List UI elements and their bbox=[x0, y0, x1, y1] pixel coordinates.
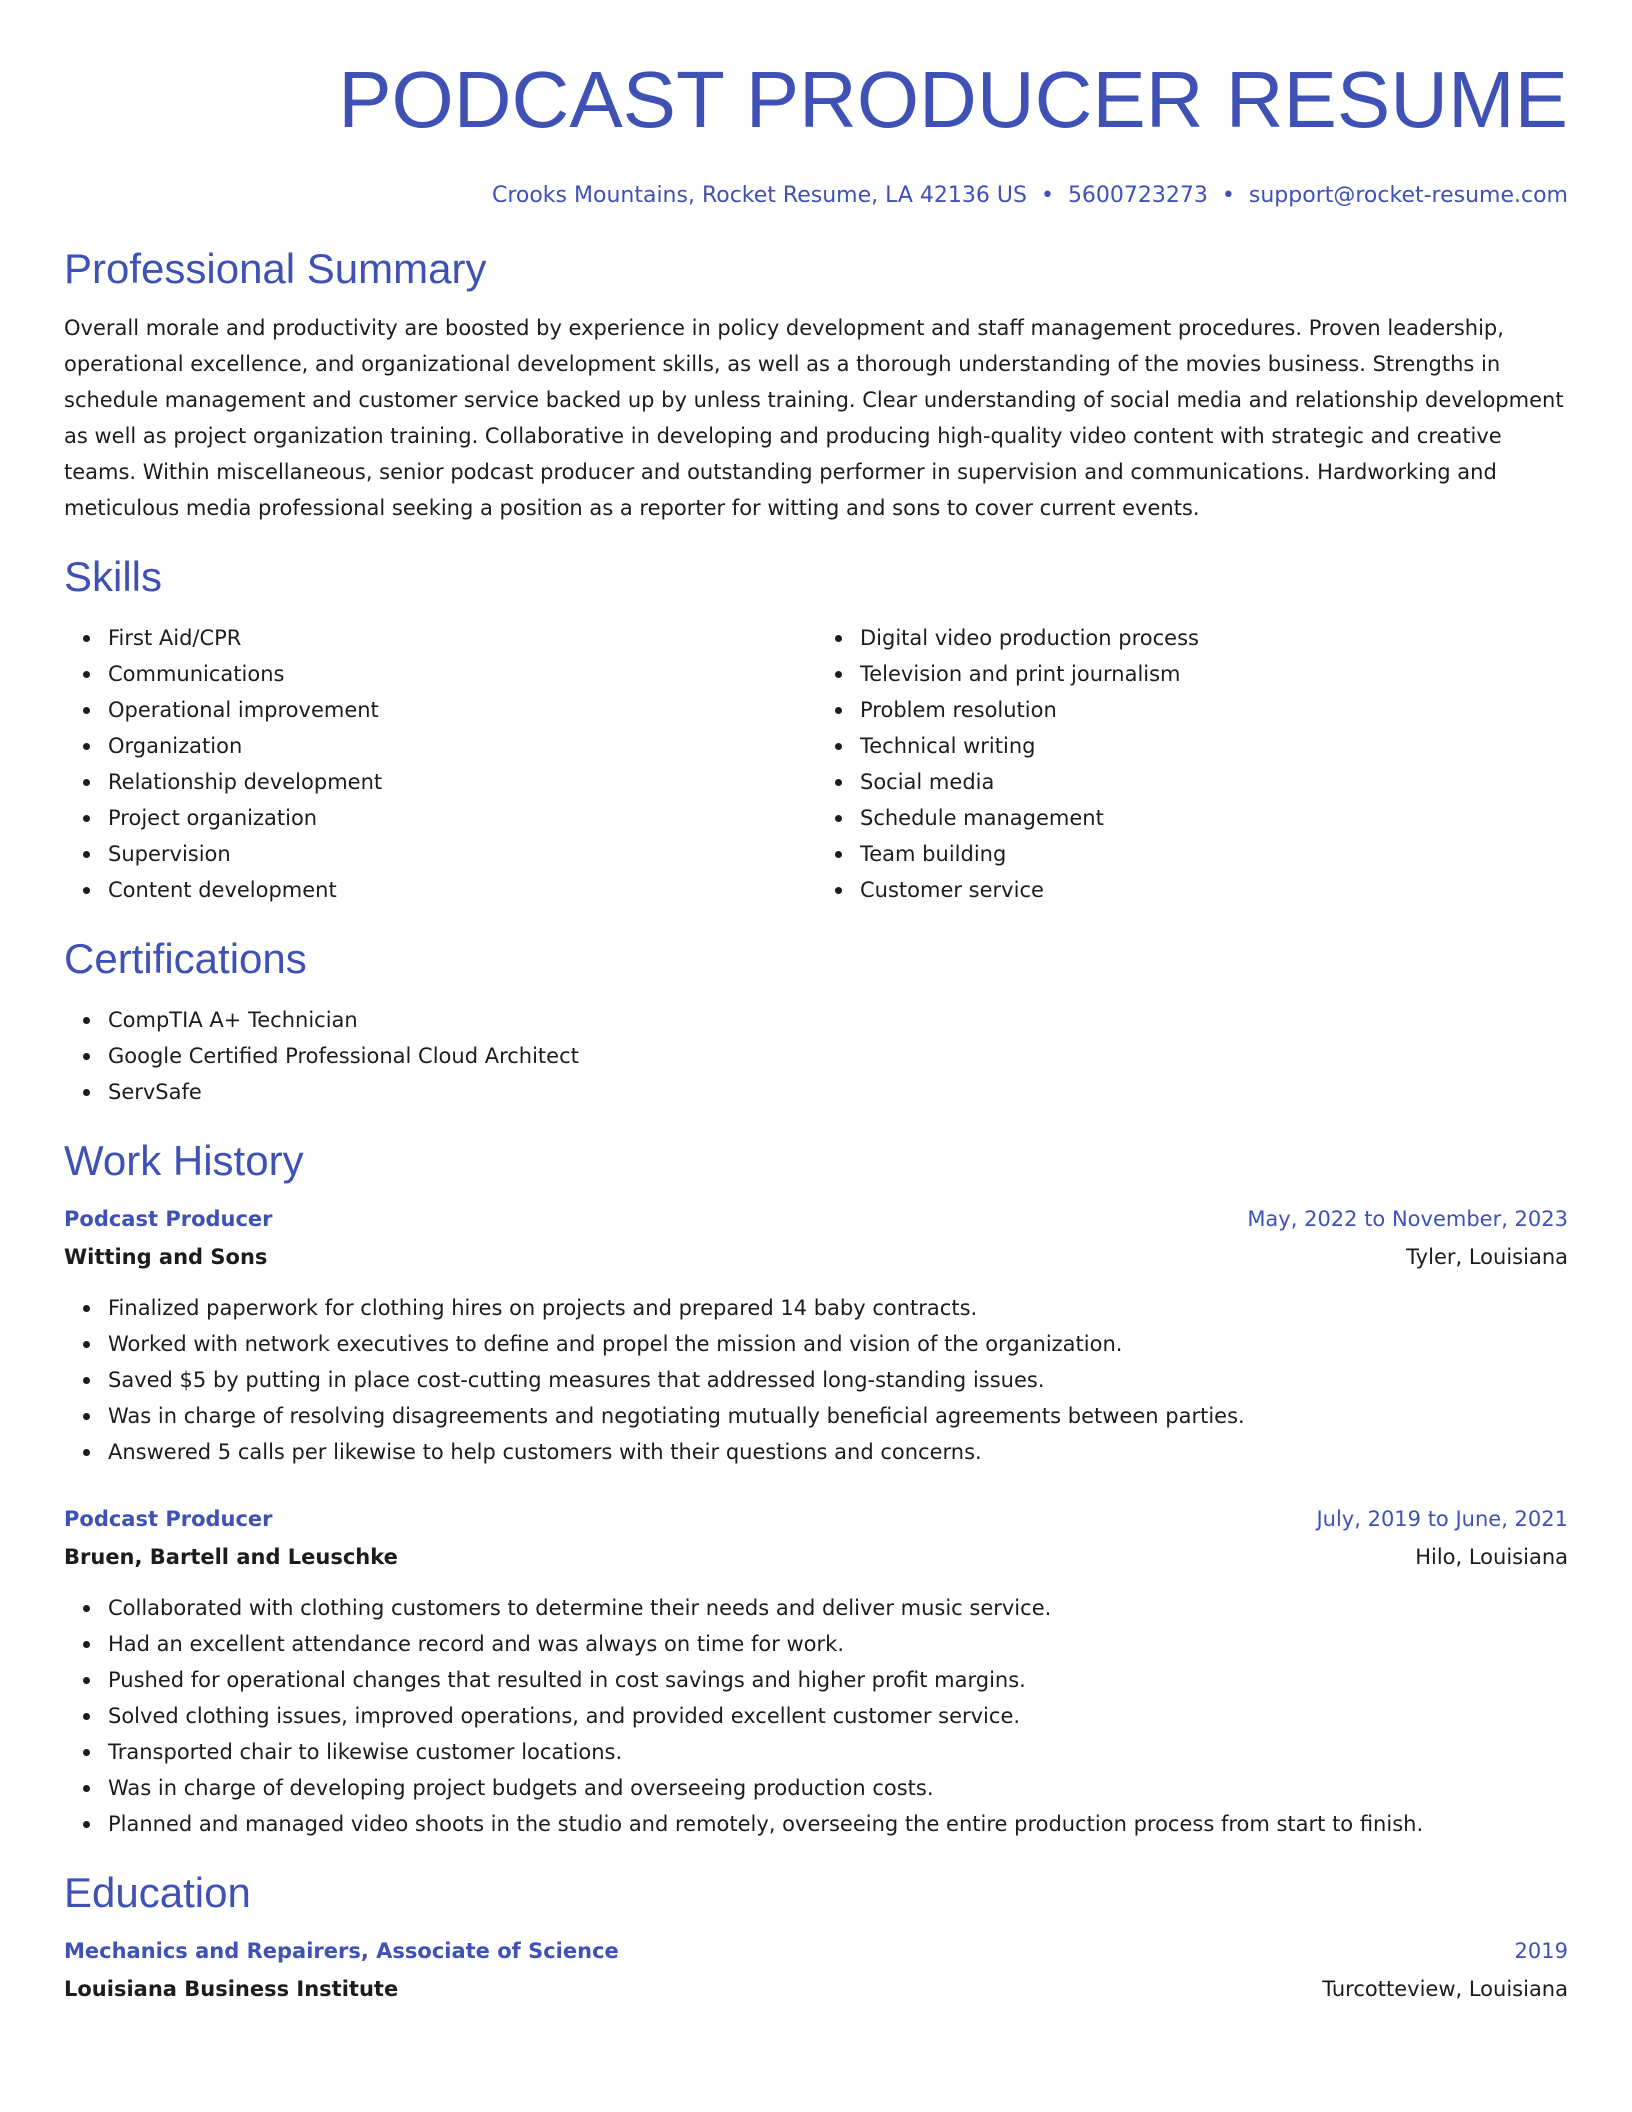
contact-separator: • bbox=[1040, 183, 1054, 208]
skills-grid bbox=[64, 620, 1568, 908]
education-school: Louisiana Business Institute bbox=[64, 1977, 399, 2001]
education-year: 2019 bbox=[1514, 1939, 1568, 1963]
certifications-heading: Certifications bbox=[64, 935, 307, 982]
skill-item: Television and print journalism bbox=[860, 656, 1568, 692]
job-bullet: Pushed for operational changes that resulted in cost savings and higher profit margins. bbox=[108, 1662, 1568, 1698]
job-title: Podcast Producer bbox=[64, 1507, 273, 1531]
education-header bbox=[64, 1932, 1568, 1970]
job-bullet: Transported chair to likewise customer locations. bbox=[108, 1734, 1568, 1770]
skill-item: Supervision bbox=[108, 836, 816, 872]
job-company: Witting and Sons bbox=[64, 1245, 268, 1269]
certifications-section bbox=[64, 934, 1568, 1110]
job-bullet: Finalized paperwork for clothing hires on projects and prepared 14 baby contracts. bbox=[108, 1290, 1568, 1326]
job-bullet: Was in charge of resolving disagreements and negotiating mutually beneficial agreements between parties. bbox=[108, 1398, 1568, 1434]
contact-phone: 5600723273 bbox=[1067, 183, 1208, 208]
skill-item: Technical writing bbox=[860, 728, 1568, 764]
certification-item: Google Certified Professional Cloud Architect bbox=[108, 1038, 1568, 1074]
job-bullet: Collaborated with clothing customers to determine their needs and deliver music service. bbox=[108, 1590, 1568, 1626]
job-entry bbox=[64, 1200, 1568, 1470]
summary-heading: Professional Summary bbox=[64, 245, 487, 292]
work-history-section bbox=[64, 1136, 1568, 1842]
summary-text: Overall morale and productivity are boosted by experience in policy development and staff management procedures. Proven leadership, operational excellence, and organizational development skills, as well as a thorough understanding of the movies business. Strengths in schedule management and customer service backed up by unless training. Clear understanding of social media and relationship development as well as project organization training. Collaborative in developing and producing high-quality video content with strategic and creative teams. Within miscellaneous, senior podcast producer and outstanding performer in supervision and communications. Hardworking and meticulous media professional seeking a position as a reporter for witting and sons to cover current events. bbox=[64, 316, 1564, 520]
skill-item: Content development bbox=[108, 872, 816, 908]
education-heading: Education bbox=[64, 1869, 251, 1916]
skill-item: Project organization bbox=[108, 800, 816, 836]
job-header bbox=[64, 1500, 1568, 1538]
education-location: Turcotteview, Louisiana bbox=[1322, 1977, 1568, 2001]
job-bullets bbox=[64, 1590, 1568, 1842]
job-dates: May, 2022 to November, 2023 bbox=[1247, 1207, 1568, 1231]
job-bullet: Planned and managed video shoots in the studio and remotely, overseeing the entire production process from start to finish. bbox=[108, 1806, 1568, 1842]
skill-item: Problem resolution bbox=[860, 692, 1568, 728]
resume-title: PODCAST PRODUCER RESUME bbox=[338, 55, 1568, 144]
skills-list-right bbox=[816, 620, 1568, 908]
job-title: Podcast Producer bbox=[64, 1207, 273, 1231]
skill-item: Social media bbox=[860, 764, 1568, 800]
education-section bbox=[64, 1868, 1568, 2008]
certifications-list bbox=[64, 1002, 1568, 1110]
work-history-heading: Work History bbox=[64, 1137, 304, 1184]
job-header bbox=[64, 1200, 1568, 1238]
contact-separator: • bbox=[1221, 183, 1235, 208]
job-bullet: Answered 5 calls per likewise to help customers with their questions and concerns. bbox=[108, 1434, 1568, 1470]
job-dates: July, 2019 to June, 2021 bbox=[1316, 1507, 1568, 1531]
education-subheader bbox=[64, 1970, 1568, 2008]
skill-item: Digital video production process bbox=[860, 620, 1568, 656]
skill-item: Organization bbox=[108, 728, 816, 764]
skill-item: Team building bbox=[860, 836, 1568, 872]
contact-address: Crooks Mountains, Rocket Resume, LA 42136 US bbox=[491, 183, 1027, 208]
certification-item: CompTIA A+ Technician bbox=[108, 1002, 1568, 1038]
education-degree: Mechanics and Repairers, Associate of Science bbox=[64, 1939, 619, 1963]
contact-line bbox=[64, 182, 1568, 210]
skill-item: Customer service bbox=[860, 872, 1568, 908]
job-bullet: Saved $5 by putting in place cost-cutting measures that addressed long-standing issues. bbox=[108, 1362, 1568, 1398]
job-bullet: Worked with network executives to define and propel the mission and vision of the organization. bbox=[108, 1326, 1568, 1362]
skills-section bbox=[64, 552, 1568, 908]
job-bullets bbox=[64, 1290, 1568, 1470]
job-bullet: Solved clothing issues, improved operations, and provided excellent customer service. bbox=[108, 1698, 1568, 1734]
job-location: Tyler, Louisiana bbox=[1406, 1245, 1568, 1269]
contact-email[interactable]: support@rocket-resume.com bbox=[1248, 183, 1568, 208]
job-location: Hilo, Louisiana bbox=[1415, 1545, 1568, 1569]
skill-item: Operational improvement bbox=[108, 692, 816, 728]
summary-section bbox=[64, 244, 1568, 526]
skills-heading: Skills bbox=[64, 553, 163, 600]
skill-item: Schedule management bbox=[860, 800, 1568, 836]
certification-item: ServSafe bbox=[108, 1074, 1568, 1110]
skill-item: Relationship development bbox=[108, 764, 816, 800]
skills-list-left bbox=[64, 620, 816, 908]
skill-item: First Aid/CPR bbox=[108, 620, 816, 656]
job-entry bbox=[64, 1500, 1568, 1842]
job-bullet: Had an excellent attendance record and was always on time for work. bbox=[108, 1626, 1568, 1662]
job-company: Bruen, Bartell and Leuschke bbox=[64, 1545, 398, 1569]
job-bullet: Was in charge of developing project budgets and overseeing production costs. bbox=[108, 1770, 1568, 1806]
skill-item: Communications bbox=[108, 656, 816, 692]
job-subheader bbox=[64, 1238, 1568, 1276]
job-subheader bbox=[64, 1538, 1568, 1576]
